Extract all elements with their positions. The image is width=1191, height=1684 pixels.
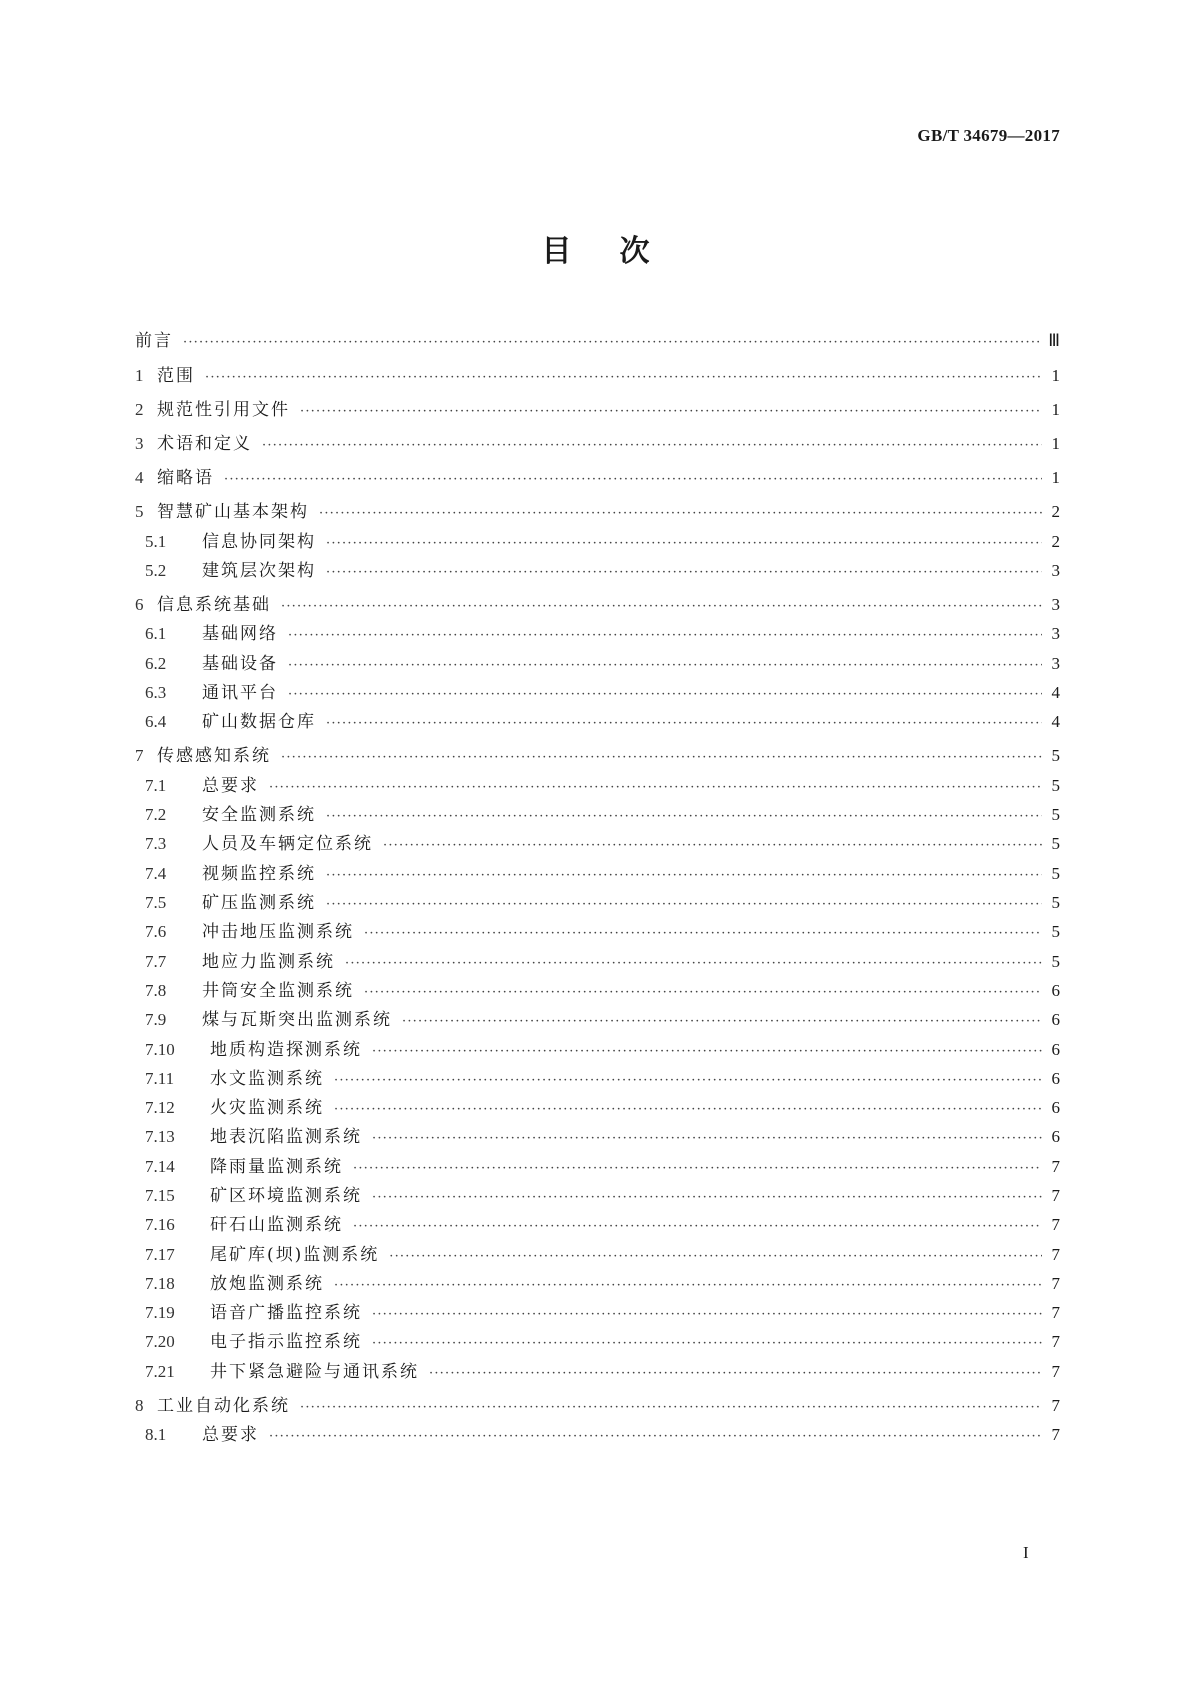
toc-entry[interactable] bbox=[135, 1391, 1060, 1415]
toc-dot-leader bbox=[269, 780, 1042, 795]
toc-entry-title: 水文监测系统 bbox=[210, 1069, 324, 1089]
toc-entry-title: 术语和定义 bbox=[157, 434, 252, 454]
toc-entry-title: 安全监测系统 bbox=[202, 805, 316, 825]
toc-dot-leader bbox=[372, 1307, 1042, 1322]
toc-entry[interactable] bbox=[135, 800, 1060, 824]
toc-dot-leader bbox=[364, 926, 1042, 941]
toc-entry-number: 7.17 bbox=[145, 1245, 175, 1264]
toc-entry-page: 5 bbox=[1051, 952, 1060, 971]
toc-entry-page: 7 bbox=[1051, 1186, 1060, 1205]
toc-entry-title: 信息系统基础 bbox=[157, 595, 271, 615]
toc-entry[interactable] bbox=[135, 1298, 1060, 1322]
toc-entry-title: 规范性引用文件 bbox=[157, 400, 290, 420]
toc-entry[interactable] bbox=[135, 888, 1060, 912]
toc-entry[interactable] bbox=[135, 326, 1060, 350]
toc-entry-page: 3 bbox=[1051, 624, 1060, 643]
toc-entry-title: 基础网络 bbox=[202, 624, 278, 644]
toc-entry-number: 4 bbox=[135, 468, 144, 487]
toc-dot-leader bbox=[353, 1161, 1042, 1176]
toc-entry-page: 7 bbox=[1051, 1303, 1060, 1322]
toc-dot-leader bbox=[288, 628, 1042, 643]
toc-entry-title: 矸石山监测系统 bbox=[210, 1215, 343, 1235]
toc-entry-page: 5 bbox=[1051, 805, 1060, 824]
toc-entry-title: 基础设备 bbox=[202, 654, 278, 674]
toc-entry-number: 7.1 bbox=[145, 776, 167, 795]
toc-entry[interactable] bbox=[135, 1152, 1060, 1176]
toc-entry[interactable] bbox=[135, 463, 1060, 487]
toc-dot-leader bbox=[326, 897, 1042, 912]
toc-entry-page: 1 bbox=[1051, 468, 1060, 487]
toc-entry-page: 5 bbox=[1051, 834, 1060, 853]
toc-entry[interactable] bbox=[135, 590, 1060, 614]
toc-dot-leader bbox=[383, 838, 1042, 853]
toc-entry[interactable] bbox=[135, 1181, 1060, 1205]
toc-entry-number: 7.8 bbox=[145, 981, 167, 1000]
toc-dot-leader bbox=[372, 1190, 1042, 1205]
toc-entry[interactable] bbox=[135, 556, 1060, 580]
toc-entry-page: 2 bbox=[1051, 502, 1060, 521]
toc-entry-page: 7 bbox=[1051, 1157, 1060, 1176]
toc-dot-leader bbox=[429, 1366, 1042, 1381]
footer-page-number: I bbox=[1023, 1543, 1029, 1562]
toc-entry-page: 6 bbox=[1051, 1010, 1060, 1029]
toc-entry-number: 6.2 bbox=[145, 654, 167, 673]
toc-dot-leader bbox=[326, 716, 1042, 731]
toc-entry[interactable] bbox=[135, 1093, 1060, 1117]
toc-entry-title: 语音广播监控系统 bbox=[210, 1303, 362, 1323]
toc-entry-page: Ⅲ bbox=[1048, 331, 1060, 350]
toc-entry-title: 前言 bbox=[135, 331, 173, 351]
toc-entry-number: 8 bbox=[135, 1396, 144, 1415]
toc-entry-number: 7.20 bbox=[145, 1332, 175, 1351]
toc-entry-page: 5 bbox=[1051, 864, 1060, 883]
toc-entry-number: 6 bbox=[135, 595, 144, 614]
toc-entry-number: 7.6 bbox=[145, 922, 167, 941]
toc-dot-leader bbox=[262, 438, 1042, 453]
toc-dot-leader bbox=[372, 1044, 1042, 1059]
toc-entry-title: 井下紧急避险与通讯系统 bbox=[210, 1362, 419, 1382]
toc-entry-number: 7.5 bbox=[145, 893, 167, 912]
toc-entry-page: 4 bbox=[1051, 712, 1060, 731]
toc-dot-leader bbox=[300, 404, 1042, 419]
toc-entry[interactable] bbox=[135, 1357, 1060, 1381]
toc-entry-page: 7 bbox=[1051, 1332, 1060, 1351]
toc-entry-number: 7.18 bbox=[145, 1274, 175, 1293]
toc-entry[interactable] bbox=[135, 497, 1060, 521]
toc-entry-page: 7 bbox=[1051, 1425, 1060, 1444]
page-title-part1: 目 bbox=[541, 234, 572, 269]
toc-entry-page: 2 bbox=[1051, 532, 1060, 551]
toc-entry-title: 人员及车辆定位系统 bbox=[202, 834, 373, 854]
toc-dot-leader bbox=[224, 472, 1042, 487]
toc-dot-leader bbox=[402, 1014, 1042, 1029]
toc-entry-title: 总要求 bbox=[202, 1425, 259, 1445]
toc-entry-number: 7.10 bbox=[145, 1040, 175, 1059]
toc-dot-leader bbox=[353, 1219, 1042, 1234]
toc-entry[interactable] bbox=[135, 976, 1060, 1000]
toc-dot-leader bbox=[288, 687, 1042, 702]
toc-entry-page: 7 bbox=[1051, 1274, 1060, 1293]
toc-entry-number: 3 bbox=[135, 434, 144, 453]
toc-entry-number: 8.1 bbox=[145, 1425, 167, 1444]
toc-entry[interactable] bbox=[135, 678, 1060, 702]
toc-entry-page: 5 bbox=[1051, 922, 1060, 941]
toc-entry-title: 智慧矿山基本架构 bbox=[157, 502, 309, 522]
toc-entry-title: 井筒安全监测系统 bbox=[202, 981, 354, 1001]
toc-entry-page: 7 bbox=[1051, 1362, 1060, 1381]
toc-entry-title: 视频监控系统 bbox=[202, 864, 316, 884]
toc-entry-page: 5 bbox=[1051, 746, 1060, 765]
toc-dot-leader bbox=[372, 1336, 1042, 1351]
toc-entry-page: 1 bbox=[1051, 434, 1060, 453]
toc-entry-title: 矿山数据仓库 bbox=[202, 712, 316, 732]
toc-entry-title: 矿区环境监测系统 bbox=[210, 1186, 362, 1206]
toc-entry[interactable] bbox=[135, 1005, 1060, 1029]
toc-entry[interactable] bbox=[135, 707, 1060, 731]
toc-entry[interactable] bbox=[135, 1122, 1060, 1146]
toc-entry-number: 7.11 bbox=[145, 1069, 175, 1088]
toc-entry-title: 通讯平台 bbox=[202, 683, 278, 703]
toc-entry-title: 缩略语 bbox=[157, 468, 214, 488]
toc-dot-leader bbox=[326, 809, 1042, 824]
toc-entry-title: 工业自动化系统 bbox=[157, 1396, 290, 1416]
toc-entry-title: 冲击地压监测系统 bbox=[202, 922, 354, 942]
toc-dot-leader bbox=[281, 750, 1042, 765]
toc-entry-number: 5.2 bbox=[145, 561, 167, 580]
toc-entry-title: 建筑层次架构 bbox=[202, 561, 316, 581]
document-code: GB/T 34679—2017 bbox=[917, 126, 1060, 145]
toc-entry-number: 7.19 bbox=[145, 1303, 175, 1322]
toc-entry-number: 6.4 bbox=[145, 712, 167, 731]
toc-entry-number: 5.1 bbox=[145, 532, 167, 551]
toc-dot-leader bbox=[326, 536, 1042, 551]
toc-entry-number: 7.2 bbox=[145, 805, 167, 824]
toc-entry-title: 传感感知系统 bbox=[157, 746, 271, 766]
toc-entry-page: 7 bbox=[1051, 1215, 1060, 1234]
toc-entry-number: 7.15 bbox=[145, 1186, 175, 1205]
toc-dot-leader bbox=[281, 599, 1042, 614]
toc-entry-page: 3 bbox=[1051, 595, 1060, 614]
toc-entry-number: 7.4 bbox=[145, 864, 167, 883]
toc-entry-title: 矿压监测系统 bbox=[202, 893, 316, 913]
toc-entry-number: 6.1 bbox=[145, 624, 167, 643]
toc-dot-leader bbox=[334, 1278, 1042, 1293]
toc-entry-title: 放炮监测系统 bbox=[210, 1274, 324, 1294]
toc-entry[interactable] bbox=[135, 527, 1060, 551]
toc-entry[interactable] bbox=[135, 1035, 1060, 1059]
toc-entry-page: 5 bbox=[1051, 893, 1060, 912]
toc-entry-title: 范围 bbox=[157, 366, 195, 386]
toc-entry-title: 信息协同架构 bbox=[202, 532, 316, 552]
toc-entry-number: 7.21 bbox=[145, 1362, 175, 1381]
toc-dot-leader bbox=[269, 1429, 1042, 1444]
toc-entry-page: 6 bbox=[1051, 1040, 1060, 1059]
toc-entry-number: 7.3 bbox=[145, 834, 167, 853]
toc-entry-title: 地质构造探测系统 bbox=[210, 1040, 362, 1060]
toc-entry-number: 7.16 bbox=[145, 1215, 175, 1234]
toc-dot-leader bbox=[334, 1102, 1042, 1117]
toc-entry[interactable] bbox=[135, 1269, 1060, 1293]
toc-entry-number: 7.14 bbox=[145, 1157, 175, 1176]
toc-entry-page: 6 bbox=[1051, 981, 1060, 1000]
toc-entry-number: 5 bbox=[135, 502, 144, 521]
toc-entry-page: 6 bbox=[1051, 1098, 1060, 1117]
toc-entry-page: 7 bbox=[1051, 1245, 1060, 1264]
toc-entry-number: 1 bbox=[135, 366, 144, 385]
toc-entry-page: 4 bbox=[1051, 683, 1060, 702]
toc-entry-page: 6 bbox=[1051, 1069, 1060, 1088]
toc-entry[interactable] bbox=[135, 741, 1060, 765]
toc-entry-title: 降雨量监测系统 bbox=[210, 1157, 343, 1177]
toc-entry-number: 7.7 bbox=[145, 952, 167, 971]
toc-entry[interactable] bbox=[135, 1240, 1060, 1264]
toc-entry-title: 尾矿库(坝)监测系统 bbox=[210, 1245, 380, 1265]
toc-entry[interactable] bbox=[135, 1420, 1060, 1444]
toc-entry-number: 7.9 bbox=[145, 1010, 167, 1029]
toc-dot-leader bbox=[364, 985, 1042, 1000]
toc-entry[interactable] bbox=[135, 917, 1060, 941]
toc-entry-page: 3 bbox=[1051, 654, 1060, 673]
toc-entry[interactable] bbox=[135, 947, 1060, 971]
toc-entry-title: 地应力监测系统 bbox=[202, 952, 335, 972]
toc-entry[interactable] bbox=[135, 429, 1060, 453]
toc-entry[interactable] bbox=[135, 619, 1060, 643]
toc-entry-number: 7 bbox=[135, 746, 144, 765]
toc-dot-leader bbox=[288, 658, 1042, 673]
toc-entry-title: 地表沉陷监测系统 bbox=[210, 1127, 362, 1147]
toc-entry-page: 3 bbox=[1051, 561, 1060, 580]
toc-dot-leader bbox=[300, 1400, 1042, 1415]
page-title bbox=[0, 226, 1191, 270]
toc-entry-page: 1 bbox=[1051, 400, 1060, 419]
toc-entry[interactable] bbox=[135, 395, 1060, 419]
toc-entry-page: 5 bbox=[1051, 776, 1060, 795]
toc-entry[interactable] bbox=[135, 1327, 1060, 1351]
toc-entry-page: 6 bbox=[1051, 1127, 1060, 1146]
toc-entry[interactable] bbox=[135, 859, 1060, 883]
toc-dot-leader bbox=[345, 956, 1042, 971]
toc-entry-title: 总要求 bbox=[202, 776, 259, 796]
toc-entry-number: 7.12 bbox=[145, 1098, 175, 1117]
toc-dot-leader bbox=[205, 370, 1042, 385]
toc-entry[interactable] bbox=[135, 361, 1060, 385]
toc-entry-title: 电子指示监控系统 bbox=[210, 1332, 362, 1352]
toc-dot-leader bbox=[326, 565, 1042, 580]
toc-entry-number: 7.13 bbox=[145, 1127, 175, 1146]
toc-entry-page: 7 bbox=[1051, 1396, 1060, 1415]
toc-entry[interactable] bbox=[135, 649, 1060, 673]
toc-entry[interactable] bbox=[135, 1064, 1060, 1088]
toc-entry-number: 6.3 bbox=[145, 683, 167, 702]
toc-dot-leader bbox=[334, 1073, 1042, 1088]
toc-entry[interactable] bbox=[135, 1210, 1060, 1234]
page-title-part2: 次 bbox=[619, 234, 650, 269]
toc-dot-leader bbox=[389, 1249, 1042, 1264]
toc-dot-leader bbox=[319, 506, 1042, 521]
toc-entry[interactable] bbox=[135, 829, 1060, 853]
toc-entry[interactable] bbox=[135, 771, 1060, 795]
toc-dot-leader bbox=[326, 868, 1042, 883]
toc-entry-title: 火灾监测系统 bbox=[210, 1098, 324, 1118]
toc-entry-number: 2 bbox=[135, 400, 144, 419]
toc-dot-leader bbox=[372, 1131, 1042, 1146]
toc-dot-leader bbox=[183, 335, 1042, 350]
toc-entry-page: 1 bbox=[1051, 366, 1060, 385]
toc-entry-title: 煤与瓦斯突出监测系统 bbox=[202, 1010, 392, 1030]
